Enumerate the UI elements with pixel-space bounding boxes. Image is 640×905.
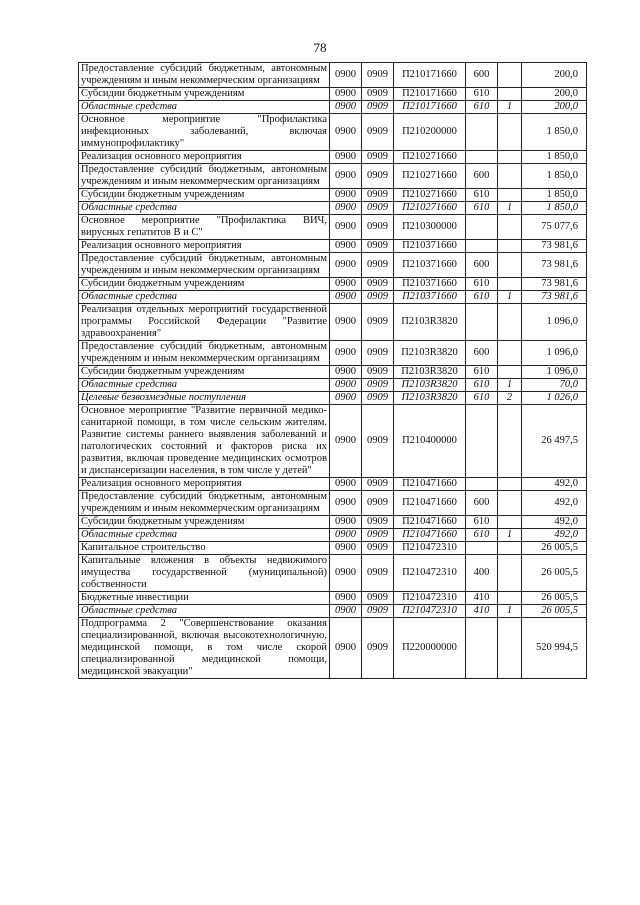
target-article-code: П210271660 [394, 202, 466, 215]
expense-type-code [466, 215, 498, 240]
section-code: 0900 [330, 63, 362, 88]
funding-source-code [498, 240, 522, 253]
section-code: 0900 [330, 605, 362, 618]
table-row [79, 240, 587, 253]
section-code: 0900 [330, 202, 362, 215]
subsection-code: 0909 [362, 491, 394, 516]
amount-cell: 492,0 [522, 491, 587, 516]
funding-source-code [498, 555, 522, 592]
expense-type-code: 600 [466, 164, 498, 189]
table-row [79, 278, 587, 291]
expense-type-code [466, 114, 498, 151]
section-code: 0900 [330, 592, 362, 605]
target-article-code: П210171660 [394, 101, 466, 114]
funding-source-code [498, 304, 522, 341]
table-row [79, 542, 587, 555]
item-name: Предоставление субсидий бюджетным, автономным учреждениям и иным некоммерческим организациям [79, 164, 330, 189]
funding-source-code [498, 341, 522, 366]
expense-type-code: 610 [466, 189, 498, 202]
section-code: 0900 [330, 379, 362, 392]
target-article-code: П210371660 [394, 278, 466, 291]
section-code: 0900 [330, 278, 362, 291]
target-article-code: П210371660 [394, 253, 466, 278]
item-name: Предоставление субсидий бюджетным, автономным учреждениям и иным некоммерческим организациям [79, 63, 330, 88]
section-code: 0900 [330, 88, 362, 101]
funding-source-code [498, 516, 522, 529]
subsection-code: 0909 [362, 164, 394, 189]
item-name: Реализация основного мероприятия [79, 151, 330, 164]
expense-type-code [466, 542, 498, 555]
expense-type-code [466, 618, 498, 679]
funding-source-code [498, 215, 522, 240]
subsection-code: 0909 [362, 101, 394, 114]
section-code: 0900 [330, 405, 362, 478]
table-row [79, 366, 587, 379]
item-name: Основное мероприятие "Профилактика инфекционных заболеваний, включая иммунопрофилактику" [79, 114, 330, 151]
table-row [79, 491, 587, 516]
table-row [79, 304, 587, 341]
amount-cell: 200,0 [522, 101, 587, 114]
target-article-code: П210471660 [394, 516, 466, 529]
amount-cell: 1 096,0 [522, 366, 587, 379]
item-name: Областные средства [79, 529, 330, 542]
section-code: 0900 [330, 114, 362, 151]
item-name: Реализация отдельных мероприятий государственной программы Российской Федерации "Развитие здравоохранения" [79, 304, 330, 341]
funding-source-code [498, 189, 522, 202]
item-name: Основное мероприятие "Профилактика ВИЧ, вирусных гепатитов В и С" [79, 215, 330, 240]
item-name: Реализация основного мероприятия [79, 478, 330, 491]
expense-type-code: 410 [466, 592, 498, 605]
subsection-code: 0909 [362, 392, 394, 405]
item-name: Капитальные вложения в объекты недвижимого имущества государственной (муниципальной) собственности [79, 555, 330, 592]
subsection-code: 0909 [362, 253, 394, 278]
section-code: 0900 [330, 392, 362, 405]
table-row [79, 253, 587, 278]
target-article-code: П2103R3820 [394, 366, 466, 379]
amount-cell: 492,0 [522, 516, 587, 529]
target-article-code: П210271660 [394, 164, 466, 189]
table-row [79, 529, 587, 542]
amount-cell: 1 096,0 [522, 304, 587, 341]
target-article-code: П2103R3820 [394, 304, 466, 341]
amount-cell: 73 981,6 [522, 240, 587, 253]
subsection-code: 0909 [362, 592, 394, 605]
table-row [79, 291, 587, 304]
funding-source-code: 2 [498, 392, 522, 405]
amount-cell: 1 850,0 [522, 151, 587, 164]
item-name: Областные средства [79, 379, 330, 392]
subsection-code: 0909 [362, 215, 394, 240]
expense-type-code [466, 304, 498, 341]
amount-cell: 26 005,5 [522, 592, 587, 605]
table-row [79, 392, 587, 405]
expense-type-code: 610 [466, 529, 498, 542]
amount-cell: 492,0 [522, 529, 587, 542]
expense-type-code: 600 [466, 491, 498, 516]
section-code: 0900 [330, 291, 362, 304]
subsection-code: 0909 [362, 114, 394, 151]
section-code: 0900 [330, 304, 362, 341]
funding-source-code: 1 [498, 202, 522, 215]
funding-source-code [498, 366, 522, 379]
amount-cell: 73 981,6 [522, 253, 587, 278]
amount-cell: 1 850,0 [522, 164, 587, 189]
expense-type-code [466, 240, 498, 253]
table-row [79, 516, 587, 529]
item-name: Областные средства [79, 605, 330, 618]
table-row [79, 555, 587, 592]
amount-cell: 1 096,0 [522, 341, 587, 366]
funding-source-code [498, 405, 522, 478]
budget-table-body [79, 63, 587, 679]
target-article-code: П210271660 [394, 151, 466, 164]
funding-source-code [498, 618, 522, 679]
target-article-code: П210371660 [394, 291, 466, 304]
table-row [79, 215, 587, 240]
amount-cell: 200,0 [522, 88, 587, 101]
expense-type-code: 600 [466, 253, 498, 278]
target-article-code: П210200000 [394, 114, 466, 151]
section-code: 0900 [330, 529, 362, 542]
target-article-code: П210472310 [394, 605, 466, 618]
amount-cell: 26 005,5 [522, 542, 587, 555]
subsection-code: 0909 [362, 542, 394, 555]
target-article-code: П210371660 [394, 240, 466, 253]
expense-type-code [466, 151, 498, 164]
funding-source-code [498, 478, 522, 491]
expense-type-code: 600 [466, 63, 498, 88]
expense-type-code: 610 [466, 379, 498, 392]
item-name: Предоставление субсидий бюджетным, автономным учреждениям и иным некоммерческим организациям [79, 341, 330, 366]
subsection-code: 0909 [362, 63, 394, 88]
target-article-code: П210471660 [394, 478, 466, 491]
target-article-code: П2103R3820 [394, 392, 466, 405]
target-article-code: П220000000 [394, 618, 466, 679]
section-code: 0900 [330, 542, 362, 555]
amount-cell: 26 497,5 [522, 405, 587, 478]
funding-source-code [498, 88, 522, 101]
target-article-code: П210171660 [394, 63, 466, 88]
funding-source-code: 1 [498, 605, 522, 618]
table-row [79, 63, 587, 88]
table-row [79, 341, 587, 366]
item-name: Предоставление субсидий бюджетным, автономным учреждениям и иным некоммерческим организациям [79, 491, 330, 516]
item-name: Бюджетные инвестиции [79, 592, 330, 605]
section-code: 0900 [330, 478, 362, 491]
section-code: 0900 [330, 240, 362, 253]
section-code: 0900 [330, 215, 362, 240]
expense-type-code: 610 [466, 516, 498, 529]
item-name: Капитальное строительство [79, 542, 330, 555]
subsection-code: 0909 [362, 478, 394, 491]
expense-type-code: 600 [466, 341, 498, 366]
amount-cell: 73 981,6 [522, 291, 587, 304]
item-name: Подпрограмма 2 "Совершенствование оказания специализированной, включая высокотехнологичную, медицинской помощи, в том числе скорой специализированной медицинской помощи, медицинской эвакуации" [79, 618, 330, 679]
subsection-code: 0909 [362, 366, 394, 379]
amount-cell: 1 850,0 [522, 189, 587, 202]
subsection-code: 0909 [362, 341, 394, 366]
expense-type-code: 400 [466, 555, 498, 592]
subsection-code: 0909 [362, 379, 394, 392]
funding-source-code: 1 [498, 101, 522, 114]
table-row [79, 114, 587, 151]
funding-source-code [498, 151, 522, 164]
target-article-code: П210171660 [394, 88, 466, 101]
subsection-code: 0909 [362, 151, 394, 164]
target-article-code: П210472310 [394, 542, 466, 555]
amount-cell: 73 981,6 [522, 278, 587, 291]
table-row [79, 202, 587, 215]
section-code: 0900 [330, 151, 362, 164]
amount-cell: 200,0 [522, 63, 587, 88]
subsection-code: 0909 [362, 189, 394, 202]
amount-cell: 26 005,5 [522, 555, 587, 592]
table-row [79, 592, 587, 605]
table-row [79, 405, 587, 478]
expense-type-code: 610 [466, 366, 498, 379]
funding-source-code: 1 [498, 291, 522, 304]
table-row [79, 618, 587, 679]
target-article-code: П210471660 [394, 529, 466, 542]
subsection-code: 0909 [362, 555, 394, 592]
funding-source-code: 1 [498, 379, 522, 392]
amount-cell: 492,0 [522, 478, 587, 491]
subsection-code: 0909 [362, 605, 394, 618]
target-article-code: П210472310 [394, 592, 466, 605]
table-row [79, 189, 587, 202]
subsection-code: 0909 [362, 278, 394, 291]
target-article-code: П210271660 [394, 189, 466, 202]
expense-type-code: 410 [466, 605, 498, 618]
item-name: Областные средства [79, 101, 330, 114]
section-code: 0900 [330, 253, 362, 278]
amount-cell: 70,0 [522, 379, 587, 392]
funding-source-code: 1 [498, 529, 522, 542]
section-code: 0900 [330, 189, 362, 202]
subsection-code: 0909 [362, 202, 394, 215]
expense-type-code [466, 478, 498, 491]
expense-type-code: 610 [466, 202, 498, 215]
subsection-code: 0909 [362, 618, 394, 679]
target-article-code: П2103R3820 [394, 379, 466, 392]
table-row [79, 379, 587, 392]
funding-source-code [498, 491, 522, 516]
subsection-code: 0909 [362, 291, 394, 304]
section-code: 0900 [330, 555, 362, 592]
budget-table [78, 62, 587, 679]
item-name: Субсидии бюджетным учреждениям [79, 366, 330, 379]
item-name: Реализация основного мероприятия [79, 240, 330, 253]
funding-source-code [498, 164, 522, 189]
section-code: 0900 [330, 164, 362, 189]
item-name: Основное мероприятие "Развитие первичной медико-санитарной помощи, в том числе сельским жителям. Развитие системы раннего выявления заболеваний и патологических состояний и факторов риска их развития, включая проведение медицинских осмотров и диспансеризации населения, в том числе у детей" [79, 405, 330, 478]
item-name: Субсидии бюджетным учреждениям [79, 189, 330, 202]
funding-source-code [498, 592, 522, 605]
amount-cell: 520 994,5 [522, 618, 587, 679]
expense-type-code: 610 [466, 88, 498, 101]
item-name: Субсидии бюджетным учреждениям [79, 516, 330, 529]
table-row [79, 478, 587, 491]
expense-type-code: 610 [466, 291, 498, 304]
target-article-code: П210472310 [394, 555, 466, 592]
subsection-code: 0909 [362, 240, 394, 253]
funding-source-code [498, 278, 522, 291]
target-article-code: П2103R3820 [394, 341, 466, 366]
section-code: 0900 [330, 491, 362, 516]
table-row [79, 151, 587, 164]
item-name: Предоставление субсидий бюджетным, автономным учреждениям и иным некоммерческим организациям [79, 253, 330, 278]
item-name: Областные средства [79, 291, 330, 304]
section-code: 0900 [330, 101, 362, 114]
expense-type-code: 610 [466, 278, 498, 291]
subsection-code: 0909 [362, 516, 394, 529]
funding-source-code [498, 253, 522, 278]
section-code: 0900 [330, 516, 362, 529]
expense-type-code [466, 405, 498, 478]
section-code: 0900 [330, 366, 362, 379]
item-name: Субсидии бюджетным учреждениям [79, 278, 330, 291]
table-row [79, 605, 587, 618]
target-article-code: П210471660 [394, 491, 466, 516]
target-article-code: П210400000 [394, 405, 466, 478]
page-number: 78 [313, 40, 327, 55]
item-name: Областные средства [79, 202, 330, 215]
subsection-code: 0909 [362, 529, 394, 542]
funding-source-code [498, 542, 522, 555]
amount-cell: 1 850,0 [522, 202, 587, 215]
amount-cell: 1 026,0 [522, 392, 587, 405]
section-code: 0900 [330, 341, 362, 366]
item-name: Целевые безвозмездные поступления [79, 392, 330, 405]
subsection-code: 0909 [362, 88, 394, 101]
expense-type-code: 610 [466, 101, 498, 114]
subsection-code: 0909 [362, 304, 394, 341]
target-article-code: П210300000 [394, 215, 466, 240]
table-row [79, 88, 587, 101]
expense-type-code: 610 [466, 392, 498, 405]
item-name: Субсидии бюджетным учреждениям [79, 88, 330, 101]
subsection-code: 0909 [362, 405, 394, 478]
funding-source-code [498, 63, 522, 88]
section-code: 0900 [330, 618, 362, 679]
funding-source-code [498, 114, 522, 151]
table-row [79, 164, 587, 189]
amount-cell: 1 850,0 [522, 114, 587, 151]
amount-cell: 75 077,6 [522, 215, 587, 240]
amount-cell: 26 005,5 [522, 605, 587, 618]
table-row [79, 101, 587, 114]
